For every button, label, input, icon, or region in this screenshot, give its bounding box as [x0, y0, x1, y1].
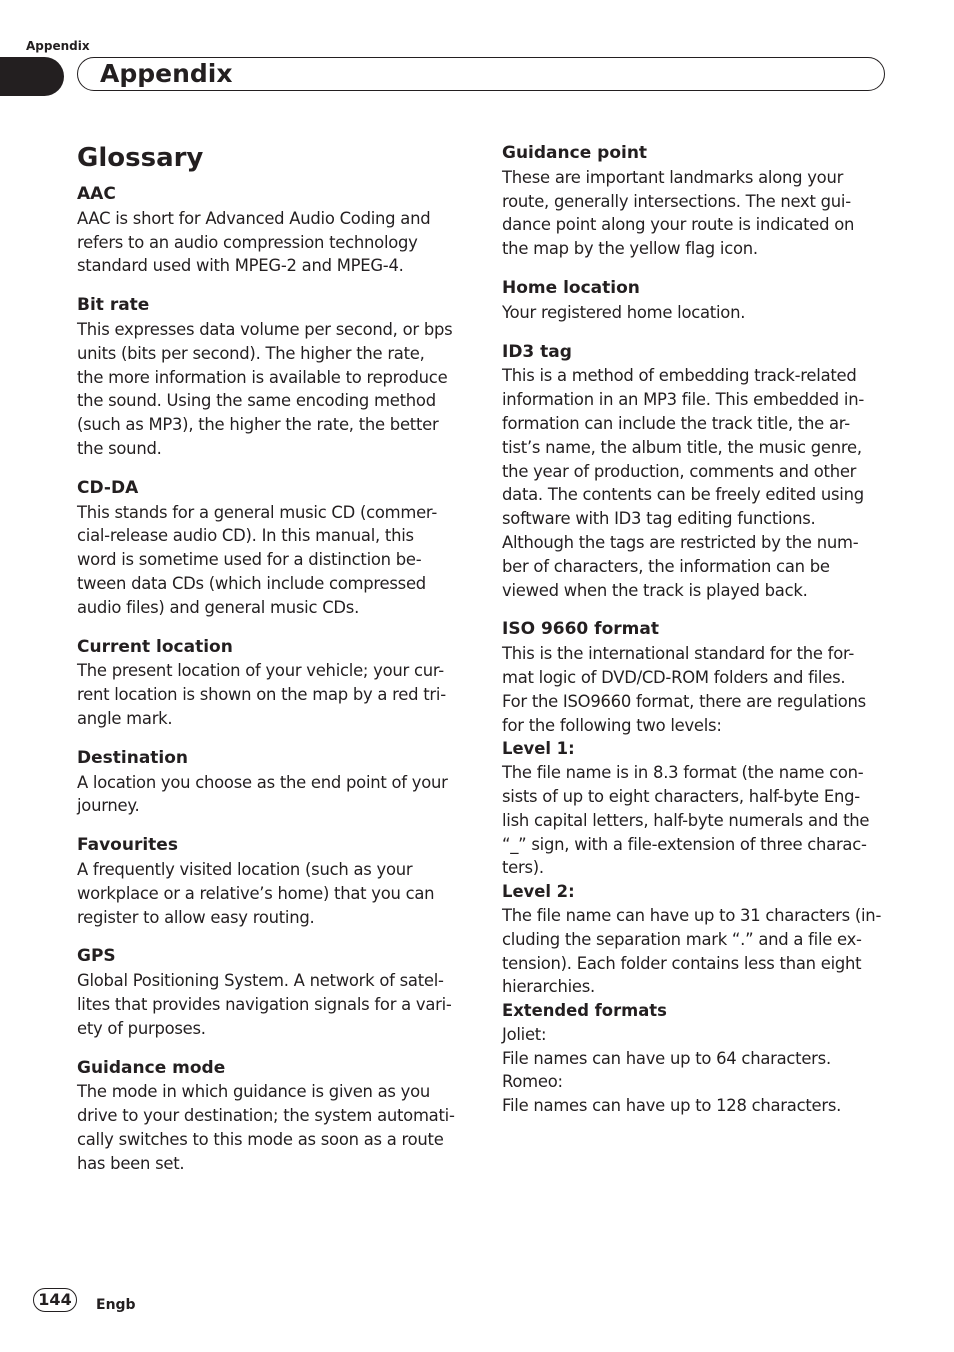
text-line: Although the tags are restricted by the num-	[502, 532, 859, 552]
text-line: File names can have up to 64 characters.	[502, 1048, 831, 1068]
text-line: Your registered home location.	[502, 302, 746, 322]
section-header-bar	[77, 57, 885, 91]
text-line: tween data CDs (which include compressed	[77, 573, 426, 593]
text-line: This is a method of embedding track-related	[502, 366, 857, 386]
text-line: refers to an audio compression technology	[77, 232, 418, 252]
glossary-definition	[77, 207, 469, 278]
text-line: viewed when the track is played back.	[502, 580, 808, 600]
glossary-entry-iso-9660	[502, 618, 894, 1118]
text-line: (such as MP3), the higher the rate, the better	[77, 415, 439, 435]
glossary-definition	[502, 642, 894, 737]
glossary-definition	[502, 1023, 894, 1118]
text-line: ters).	[502, 858, 544, 878]
glossary-definition	[502, 761, 894, 880]
text-line: A location you choose as the end point of your	[77, 772, 448, 792]
glossary-term: ISO 9660 format	[502, 619, 659, 640]
text-line: mat logic of DVD/CD-ROM folders and files.	[502, 667, 846, 687]
glossary-definition	[77, 771, 469, 819]
glossary-term: Guidance mode	[77, 1057, 226, 1078]
text-line: workplace or a relative’s home) that you can	[77, 883, 435, 903]
glossary-definition	[77, 501, 469, 620]
text-line: drive to your destination; the system automati-	[77, 1106, 455, 1126]
glossary-entry	[77, 477, 469, 620]
text-line: ety of purposes.	[77, 1018, 206, 1038]
text-line: sists of up to eight characters, half-byte Eng-	[502, 786, 860, 806]
glossary-entry	[77, 636, 469, 731]
glossary-term: Current location	[77, 636, 233, 657]
glossary-entry	[77, 945, 469, 1040]
text-line: the sound.	[77, 438, 162, 458]
text-line: angle mark.	[77, 708, 173, 728]
text-line: The file name can have up to 31 characters (in-	[502, 905, 882, 925]
section-title: Appendix	[100, 59, 233, 88]
language-code: Engb	[96, 1297, 136, 1313]
glossary-term: GPS	[77, 946, 116, 967]
text-line: This is the international standard for the for-	[502, 644, 855, 664]
text-line: information in an MP3 file. This embedded in-	[502, 390, 865, 410]
text-line: lish capital letters, half-byte numerals and the	[502, 810, 870, 830]
running-head: Appendix	[26, 39, 90, 53]
right-column	[502, 142, 894, 1118]
glossary-entry	[77, 183, 469, 278]
text-line: AAC is short for Advanced Audio Coding and	[77, 208, 431, 228]
glossary-entry	[502, 277, 894, 325]
glossary-definition	[502, 904, 894, 999]
glossary-term: AAC	[77, 184, 116, 204]
text-line: software with ID3 tag editing functions.	[502, 509, 816, 529]
text-line: dance point along your route is indicated on	[502, 215, 855, 235]
glossary-term: Favourites	[77, 835, 178, 856]
text-line: These are important landmarks along your	[502, 167, 844, 187]
text-line: “_” sign, with a file-extension of three charac-	[502, 834, 867, 854]
text-line: Romeo:	[502, 1072, 563, 1092]
text-line: the year of production, comments and other	[502, 461, 857, 481]
glossary-subterm-level-1: Level 1:	[502, 739, 575, 759]
text-line: the sound. Using the same encoding method	[77, 391, 436, 411]
right-glossary-list	[502, 142, 894, 602]
text-line: The file name is in 8.3 format (the name con-	[502, 763, 864, 783]
text-line: ber of characters, the information can be	[502, 556, 830, 576]
text-line: The present location of your vehicle; your cur-	[77, 661, 444, 681]
section-tab-marker	[0, 57, 64, 96]
text-line: cial-release audio CD). In this manual, this	[77, 526, 414, 546]
text-line: Joliet:	[502, 1024, 547, 1044]
glossary-entry	[77, 294, 469, 461]
left-column	[77, 141, 469, 1191]
glossary-definition	[77, 969, 469, 1040]
glossary-term: CD-DA	[77, 477, 139, 498]
text-line: journey.	[77, 796, 140, 816]
text-line: register to allow easy routing.	[77, 907, 315, 927]
text-line: The mode in which guidance is given as you	[77, 1082, 431, 1102]
text-line: route, generally intersections. The next gui-	[502, 191, 851, 211]
glossary-term: Destination	[77, 747, 189, 768]
glossary-definition	[502, 166, 894, 261]
glossary-entry	[502, 341, 894, 603]
text-line: data. The contents can be freely edited using	[502, 485, 864, 505]
text-line: tension). Each folder contains less than eight	[502, 953, 862, 973]
glossary-term: Guidance point	[502, 143, 648, 163]
text-line: cluding the separation mark “.” and a file ex-	[502, 929, 862, 949]
text-line: audio files) and general music CDs.	[77, 597, 360, 617]
glossary-entry	[77, 1057, 469, 1176]
glossary-entry	[502, 142, 894, 261]
text-line: rent location is shown on the map by a red tri-	[77, 685, 446, 705]
glossary-entry	[77, 747, 469, 818]
text-line: lites that provides navigation signals for a vari-	[77, 994, 452, 1014]
glossary-term: Bit rate	[77, 295, 150, 316]
text-line: the more information is available to reproduce	[77, 367, 448, 387]
glossary-subterm-level-2: Level 2:	[502, 882, 575, 902]
glossary-entry	[77, 834, 469, 929]
text-line: tist’s name, the album title, the music genre,	[502, 437, 862, 457]
text-line: hierarchies.	[502, 977, 595, 997]
text-line: This stands for a general music CD (commer-	[77, 502, 438, 522]
glossary-definition	[77, 858, 469, 929]
glossary-subterm-extended-formats: Extended formats	[502, 1001, 667, 1021]
glossary-definition	[502, 364, 894, 602]
page-title: Glossary	[77, 143, 204, 173]
text-line: Global Positioning System. A network of satel-	[77, 971, 444, 991]
text-line: File names can have up to 128 characters.	[502, 1096, 842, 1116]
text-line: word is sometime used for a distinction be-	[77, 550, 422, 570]
page-number: 144	[33, 1288, 77, 1312]
text-line: formation can include the track title, the ar-	[502, 413, 850, 433]
glossary-definition	[77, 659, 469, 730]
text-line: A frequently visited location (such as your	[77, 859, 413, 879]
text-line: has been set.	[77, 1153, 185, 1173]
glossary-definition	[502, 301, 894, 325]
glossary-definition	[77, 1080, 469, 1175]
text-line: units (bits per second). The higher the rate,	[77, 343, 425, 363]
text-line: for the following two levels:	[502, 715, 722, 735]
text-line: cally switches to this mode as soon as a route	[77, 1129, 444, 1149]
text-line: For the ISO9660 format, there are regulations	[502, 691, 866, 711]
text-line: This expresses data volume per second, or bps	[77, 319, 453, 339]
text-line: the map by the yellow flag icon.	[502, 239, 758, 259]
left-glossary-list	[77, 183, 469, 1175]
text-line: standard used with MPEG-2 and MPEG-4.	[77, 256, 404, 276]
glossary-term: Home location	[502, 277, 640, 298]
glossary-definition	[77, 318, 469, 461]
glossary-term: ID3 tag	[502, 341, 572, 362]
